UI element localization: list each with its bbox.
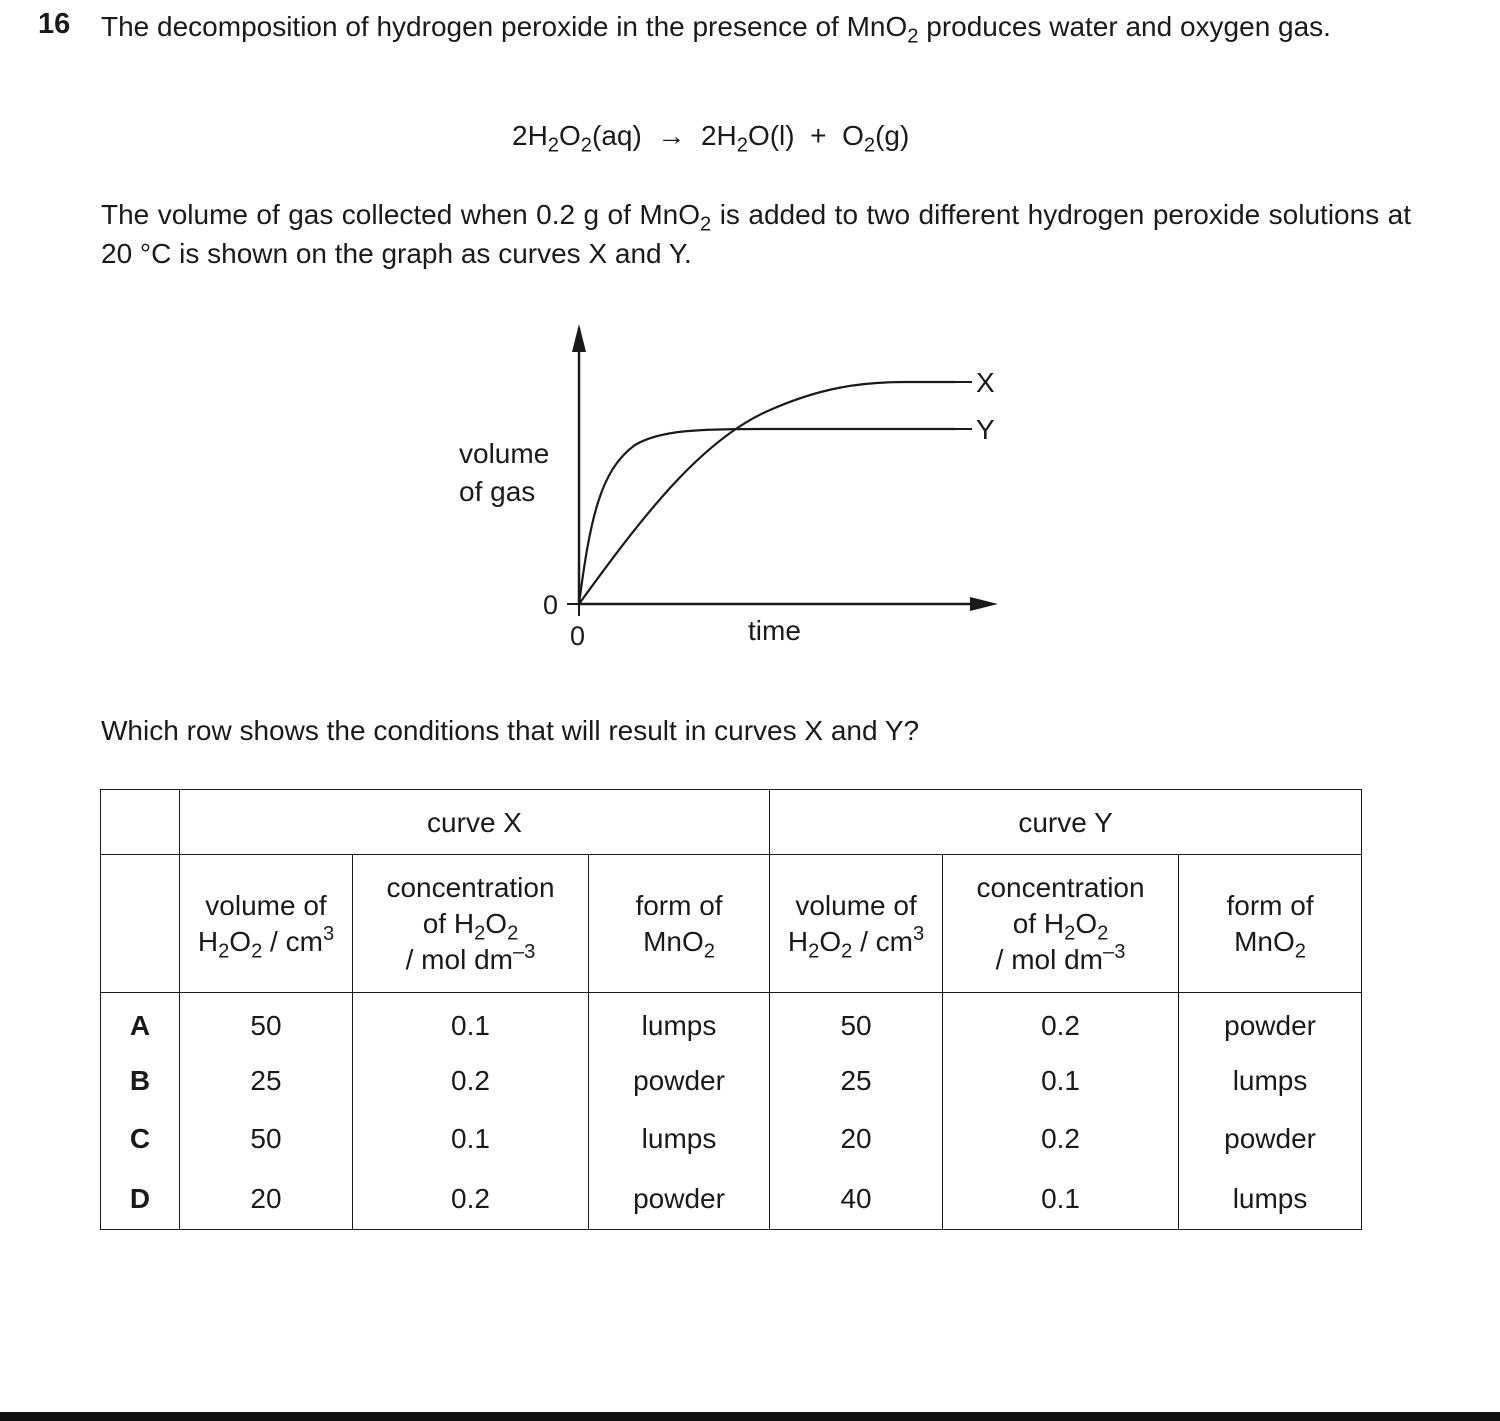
question-prompt: Which row shows the conditions that will result in curves X and Y? <box>101 715 920 746</box>
x-axis-arrowhead <box>970 597 998 611</box>
curve-y-label: Y <box>976 414 995 445</box>
y-volume-header: volume of $H_2O_2 / cm^3$ <box>770 855 943 993</box>
table-row <box>101 993 1362 1052</box>
y-volume-cell: 50 <box>770 993 943 1052</box>
reaction-equation: $2H_2O_2(aq) \to 2H_2O(l) + O_2(g)$ <box>512 120 910 157</box>
x-concentration-header: concentration of $H_2O_2$ / mol $dm^{-3}$ <box>353 855 589 993</box>
description-text: The volume of gas collected when 0.2 g of MnO$_2$ is added to two different hydrogen peroxide solutions at 20 °C is shown on the graph as curves X and Y. <box>101 199 1411 269</box>
x-volume-header: volume of $H_2O_2 / cm^3$ <box>180 855 353 993</box>
row-label: D <box>101 1167 180 1230</box>
question-number: 16 <box>38 8 71 40</box>
empty-label-header <box>101 855 180 993</box>
curve-x-group-header: curve X <box>180 790 770 855</box>
empty-corner-cell <box>101 790 180 855</box>
row-label: B <box>101 1051 180 1109</box>
y-form-header: form of MnO$_2$ <box>1179 855 1362 993</box>
x-axis-label: time <box>748 615 801 646</box>
y-axis-arrowhead <box>572 324 586 352</box>
gas-volume-graph <box>0 0 1500 700</box>
reaction-arrow: → <box>657 120 686 151</box>
curve-y-line <box>579 429 955 604</box>
x-concentration-cell: 0.2 <box>353 1051 589 1109</box>
x-form-cell: powder <box>589 1167 770 1230</box>
curve-x-line <box>579 382 955 604</box>
row-label: A <box>101 993 180 1052</box>
x-form-cell: lumps <box>589 1109 770 1167</box>
page-footer-bar <box>0 1412 1500 1421</box>
y-volume-cell: 40 <box>770 1167 943 1230</box>
curve-x-label: X <box>976 367 995 398</box>
x-volume-cell: 50 <box>180 1109 353 1167</box>
x-concentration-cell: 0.2 <box>353 1167 589 1230</box>
table-row <box>101 1109 1362 1167</box>
y-concentration-cell: 0.2 <box>943 993 1179 1052</box>
y-form-cell: powder <box>1179 993 1362 1052</box>
y-concentration-header: concentration of $H_2O_2$ / mol $dm^{-3}$ <box>943 855 1179 993</box>
y-concentration-cell: 0.2 <box>943 1109 1179 1167</box>
x-volume-cell: 25 <box>180 1051 353 1109</box>
x-form-header: form of MnO$_2$ <box>589 855 770 993</box>
y-concentration-cell: 0.1 <box>943 1051 1179 1109</box>
x-volume-cell: 50 <box>180 993 353 1052</box>
x-form-cell: lumps <box>589 993 770 1052</box>
y-concentration-cell: 0.1 <box>943 1167 1179 1230</box>
x-form-cell: powder <box>589 1051 770 1109</box>
table-row <box>101 1167 1362 1230</box>
intro-text: The decomposition of hydrogen peroxide in the presence of MnO$_2$ produces water and oxygen gas. <box>101 11 1331 48</box>
options-table <box>100 789 1362 1230</box>
y-form-cell: lumps <box>1179 1167 1362 1230</box>
x-origin-label: 0 <box>570 621 586 651</box>
y-axis-label-line1: volume <box>459 438 550 469</box>
table-row <box>101 1051 1362 1109</box>
y-origin-label: 0 <box>543 590 559 620</box>
column-header-row <box>101 855 1362 993</box>
curve-y-group-header: curve Y <box>770 790 1362 855</box>
y-form-cell: powder <box>1179 1109 1362 1167</box>
y-volume-cell: 25 <box>770 1051 943 1109</box>
x-volume-cell: 20 <box>180 1167 353 1230</box>
x-concentration-cell: 0.1 <box>353 1109 589 1167</box>
row-label: C <box>101 1109 180 1167</box>
x-concentration-cell: 0.1 <box>353 993 589 1052</box>
y-axis-label-line2: of gas <box>459 476 536 507</box>
y-form-cell: lumps <box>1179 1051 1362 1109</box>
group-header-row <box>101 790 1362 855</box>
y-volume-cell: 20 <box>770 1109 943 1167</box>
